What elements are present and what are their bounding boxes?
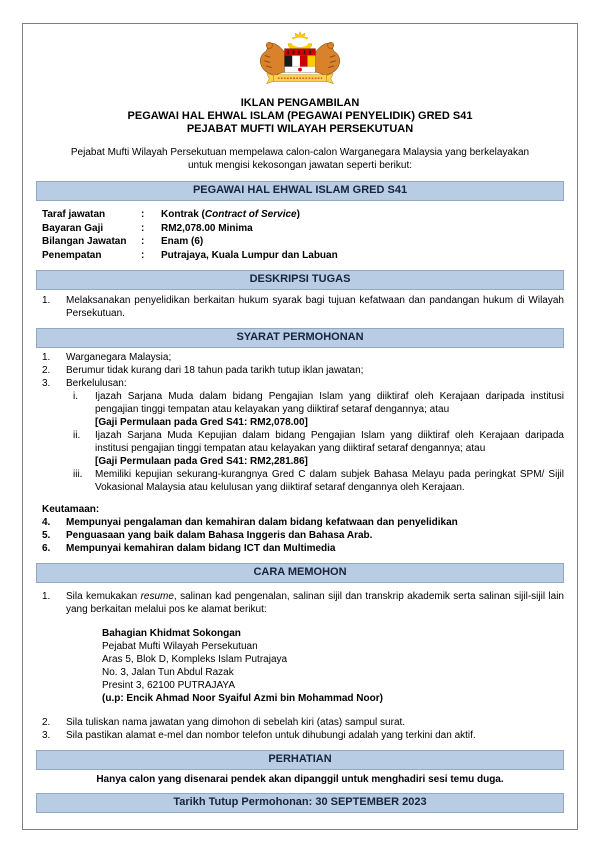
detail-colon: : bbox=[141, 236, 145, 247]
item-text: Berkelulusan: bbox=[66, 378, 127, 389]
item-number: 2. bbox=[42, 717, 51, 728]
syarat-item-2 bbox=[36, 364, 564, 377]
intro-paragraph bbox=[36, 146, 564, 172]
salary-note: [Gaji Permulaan pada Gred S41: RM2,281.86] bbox=[95, 456, 308, 467]
cara-item-3 bbox=[36, 729, 564, 742]
deskripsi-item-1 bbox=[36, 294, 564, 320]
detail-colon: : bbox=[141, 209, 145, 220]
detail-value-post: ) bbox=[296, 209, 300, 220]
salary-note: [Gaji Permulaan pada Gred S41: RM2,078.00] bbox=[95, 417, 308, 428]
detail-value: RM2,078.00 Minima bbox=[161, 222, 253, 234]
closing-date-banner: Tarikh Tutup Permohonan: 30 SEPTEMBER 2023 bbox=[36, 793, 564, 813]
shortlist-notice: Hanya calon yang disenarai pendek akan dipanggil untuk menghadiri sesi temu duga. bbox=[96, 774, 504, 785]
section-banner-deskripsi-tugas: DESKRIPSI TUGAS bbox=[36, 270, 564, 290]
right-tiger-icon bbox=[315, 42, 339, 75]
syarat-subitem-i bbox=[36, 390, 564, 429]
crest-container bbox=[36, 30, 564, 93]
malaysia-coat-of-arms-icon bbox=[244, 30, 356, 88]
detail-value-italic: Contract of Service bbox=[204, 209, 297, 220]
job-details-table bbox=[36, 208, 564, 262]
title-line-3: PEJABAT MUFTI WILAYAH PERSEKUTUAN bbox=[186, 123, 414, 135]
detail-colon: : bbox=[141, 222, 145, 234]
item-number: 3. bbox=[42, 730, 51, 741]
detail-label: Taraf jawatan bbox=[42, 209, 106, 220]
section-banner-perhatian: PERHATIAN bbox=[36, 750, 564, 770]
subitem-number: iii. bbox=[73, 469, 83, 480]
intro-line-1: Pejabat Mufti Wilayah Persekutuan mempelawa calon-calon Warganegara Malaysia yang berkelayakan bbox=[70, 147, 530, 158]
resume-italic: resume bbox=[140, 591, 174, 602]
title-line-1: IKLAN PENGAMBILAN bbox=[240, 97, 360, 109]
item-number: 6. bbox=[42, 543, 51, 554]
title-block bbox=[36, 97, 564, 136]
detail-label: Penempatan bbox=[42, 249, 102, 261]
detail-label: Bayaran Gaji bbox=[42, 222, 104, 234]
detail-row-bilangan-jawatan bbox=[36, 235, 564, 249]
address-attention-line: (u.p: Encik Ahmad Noor Syaiful Azmi bin Mohammad Noor) bbox=[102, 693, 383, 704]
keutamaan-item-6 bbox=[36, 542, 564, 555]
item-number: 2. bbox=[42, 365, 51, 376]
item-text-post: , salinan kad pengenalan, salinan sijil dan transkrip akademik serta salinan sijil-sijil lain yang berkaitan melalui pos ke alamat berikut: bbox=[66, 591, 564, 615]
address-line: No. 3, Jalan Tun Abdul Razak bbox=[102, 667, 234, 678]
subitem-text bbox=[95, 390, 564, 429]
keutamaan-item-4 bbox=[36, 516, 564, 529]
crescent-cutout bbox=[291, 38, 308, 47]
document-border-box bbox=[22, 23, 578, 830]
motto-ribbon-icon bbox=[267, 74, 334, 84]
subitem-text: Memiliki kepujian sekurang-kurangnya Gred C dalam subjek Bahasa Melayu pada peringkat SPM/ Sijil Vokasional Malaysia atau kelulusan yang diiktiraf setaraf dengannya oleh Kerajaan. bbox=[95, 469, 564, 493]
address-department: Bahagian Khidmat Sokongan bbox=[102, 628, 241, 639]
item-number: 5. bbox=[42, 530, 51, 541]
detail-row-taraf-jawatan bbox=[36, 208, 564, 222]
syarat-item-3 bbox=[36, 377, 564, 390]
keutamaan-heading: Keutamaan: bbox=[42, 504, 100, 515]
shield-icon bbox=[285, 49, 316, 73]
item-text: Penguasaan yang baik dalam Bahasa Inggeris dan Bahasa Arab. bbox=[66, 530, 373, 541]
subitem-text bbox=[95, 429, 564, 468]
syarat-subitem-ii bbox=[36, 429, 564, 468]
address-line: Presint 3, 62100 PUTRAJAYA bbox=[102, 680, 236, 691]
subitem-number: ii. bbox=[73, 430, 81, 441]
item-number: 3. bbox=[42, 378, 51, 389]
item-text bbox=[66, 590, 564, 616]
item-text: Sila pastikan alamat e-mel dan nombor telefon untuk dihubungi adalah yang terkini dan aktif. bbox=[66, 730, 476, 741]
syarat-item-1 bbox=[36, 351, 564, 364]
item-text: Mempunyai pengalaman dan kemahiran dalam bidang kefatwaan dan penyelidikan bbox=[66, 517, 458, 528]
detail-row-penempatan bbox=[36, 249, 564, 263]
address-line: Aras 5, Blok D, Kompleks Islam Putrajaya bbox=[102, 654, 288, 665]
mailing-address-block bbox=[102, 627, 564, 705]
cara-item-2 bbox=[36, 716, 564, 729]
left-tiger-icon bbox=[260, 42, 284, 75]
address-line: Pejabat Mufti Wilayah Persekutuan bbox=[102, 641, 258, 652]
detail-row-bayaran-gaji bbox=[36, 222, 564, 236]
intro-line-2: untuk mengisi kekosongan jawatan seperti berikut: bbox=[187, 160, 413, 171]
section-banner-syarat-permohonan: SYARAT PERMOHONAN bbox=[36, 328, 564, 348]
cara-item-1 bbox=[36, 590, 564, 616]
detail-value: Enam (6) bbox=[161, 236, 204, 247]
section-banner-cara-memohon: CARA MEMOHON bbox=[36, 563, 564, 583]
item-text: Melaksanakan penyelidikan berkaitan hukum syarak bagi tujuan kefatwaan dan pandangan hukum di Wilayah Persekutuan. bbox=[66, 295, 564, 319]
syarat-subitem-iii bbox=[36, 468, 564, 494]
section-banner-job-title: PEGAWAI HAL EHWAL ISLAM GRED S41 bbox=[36, 181, 564, 201]
detail-value-pre: Kontrak ( bbox=[161, 209, 205, 220]
title-line-2: PEGAWAI HAL EHWAL ISLAM (PEGAWAI PENYELIDIK) GRED S41 bbox=[127, 110, 473, 122]
subitem-body: Ijazah Sarjana Muda Kepujian dalam bidang Pengajian Islam yang diiktiraf oleh Kerajaan daripada institusi pengajian tinggi tempatan atau kelayakan yang diiktiraf setaraf dengannya; atau bbox=[95, 430, 564, 454]
item-text: Berumur tidak kurang dari 18 tahun pada tarikh tutup iklan jawatan; bbox=[66, 365, 364, 376]
item-text: Warganegara Malaysia; bbox=[66, 352, 172, 363]
detail-colon: : bbox=[141, 249, 145, 261]
keutamaan-item-5 bbox=[36, 529, 564, 542]
detail-label: Bilangan Jawatan bbox=[42, 236, 127, 247]
detail-value: Putrajaya, Kuala Lumpur dan Labuan bbox=[161, 249, 338, 261]
item-number: 4. bbox=[42, 517, 51, 528]
item-number: 1. bbox=[42, 352, 51, 363]
item-text: Sila tuliskan nama jawatan yang dimohon di sebelah kiri (atas) sampul surat. bbox=[66, 717, 406, 728]
item-number: 1. bbox=[42, 591, 51, 602]
subitem-number: i. bbox=[73, 391, 78, 402]
item-number: 1. bbox=[42, 295, 51, 306]
item-text-pre: Sila kemukakan bbox=[66, 591, 141, 602]
item-text: Mempunyai kemahiran dalam bidang ICT dan Multimedia bbox=[66, 543, 336, 554]
subitem-body: Ijazah Sarjana Muda dalam bidang Pengajian Islam yang diiktiraf oleh Kerajaan daripada institusi pengajian tinggi tempatan atau kelayakan yang diiktiraf setaraf dengannya; atau bbox=[95, 391, 564, 415]
detail-value bbox=[161, 208, 564, 222]
